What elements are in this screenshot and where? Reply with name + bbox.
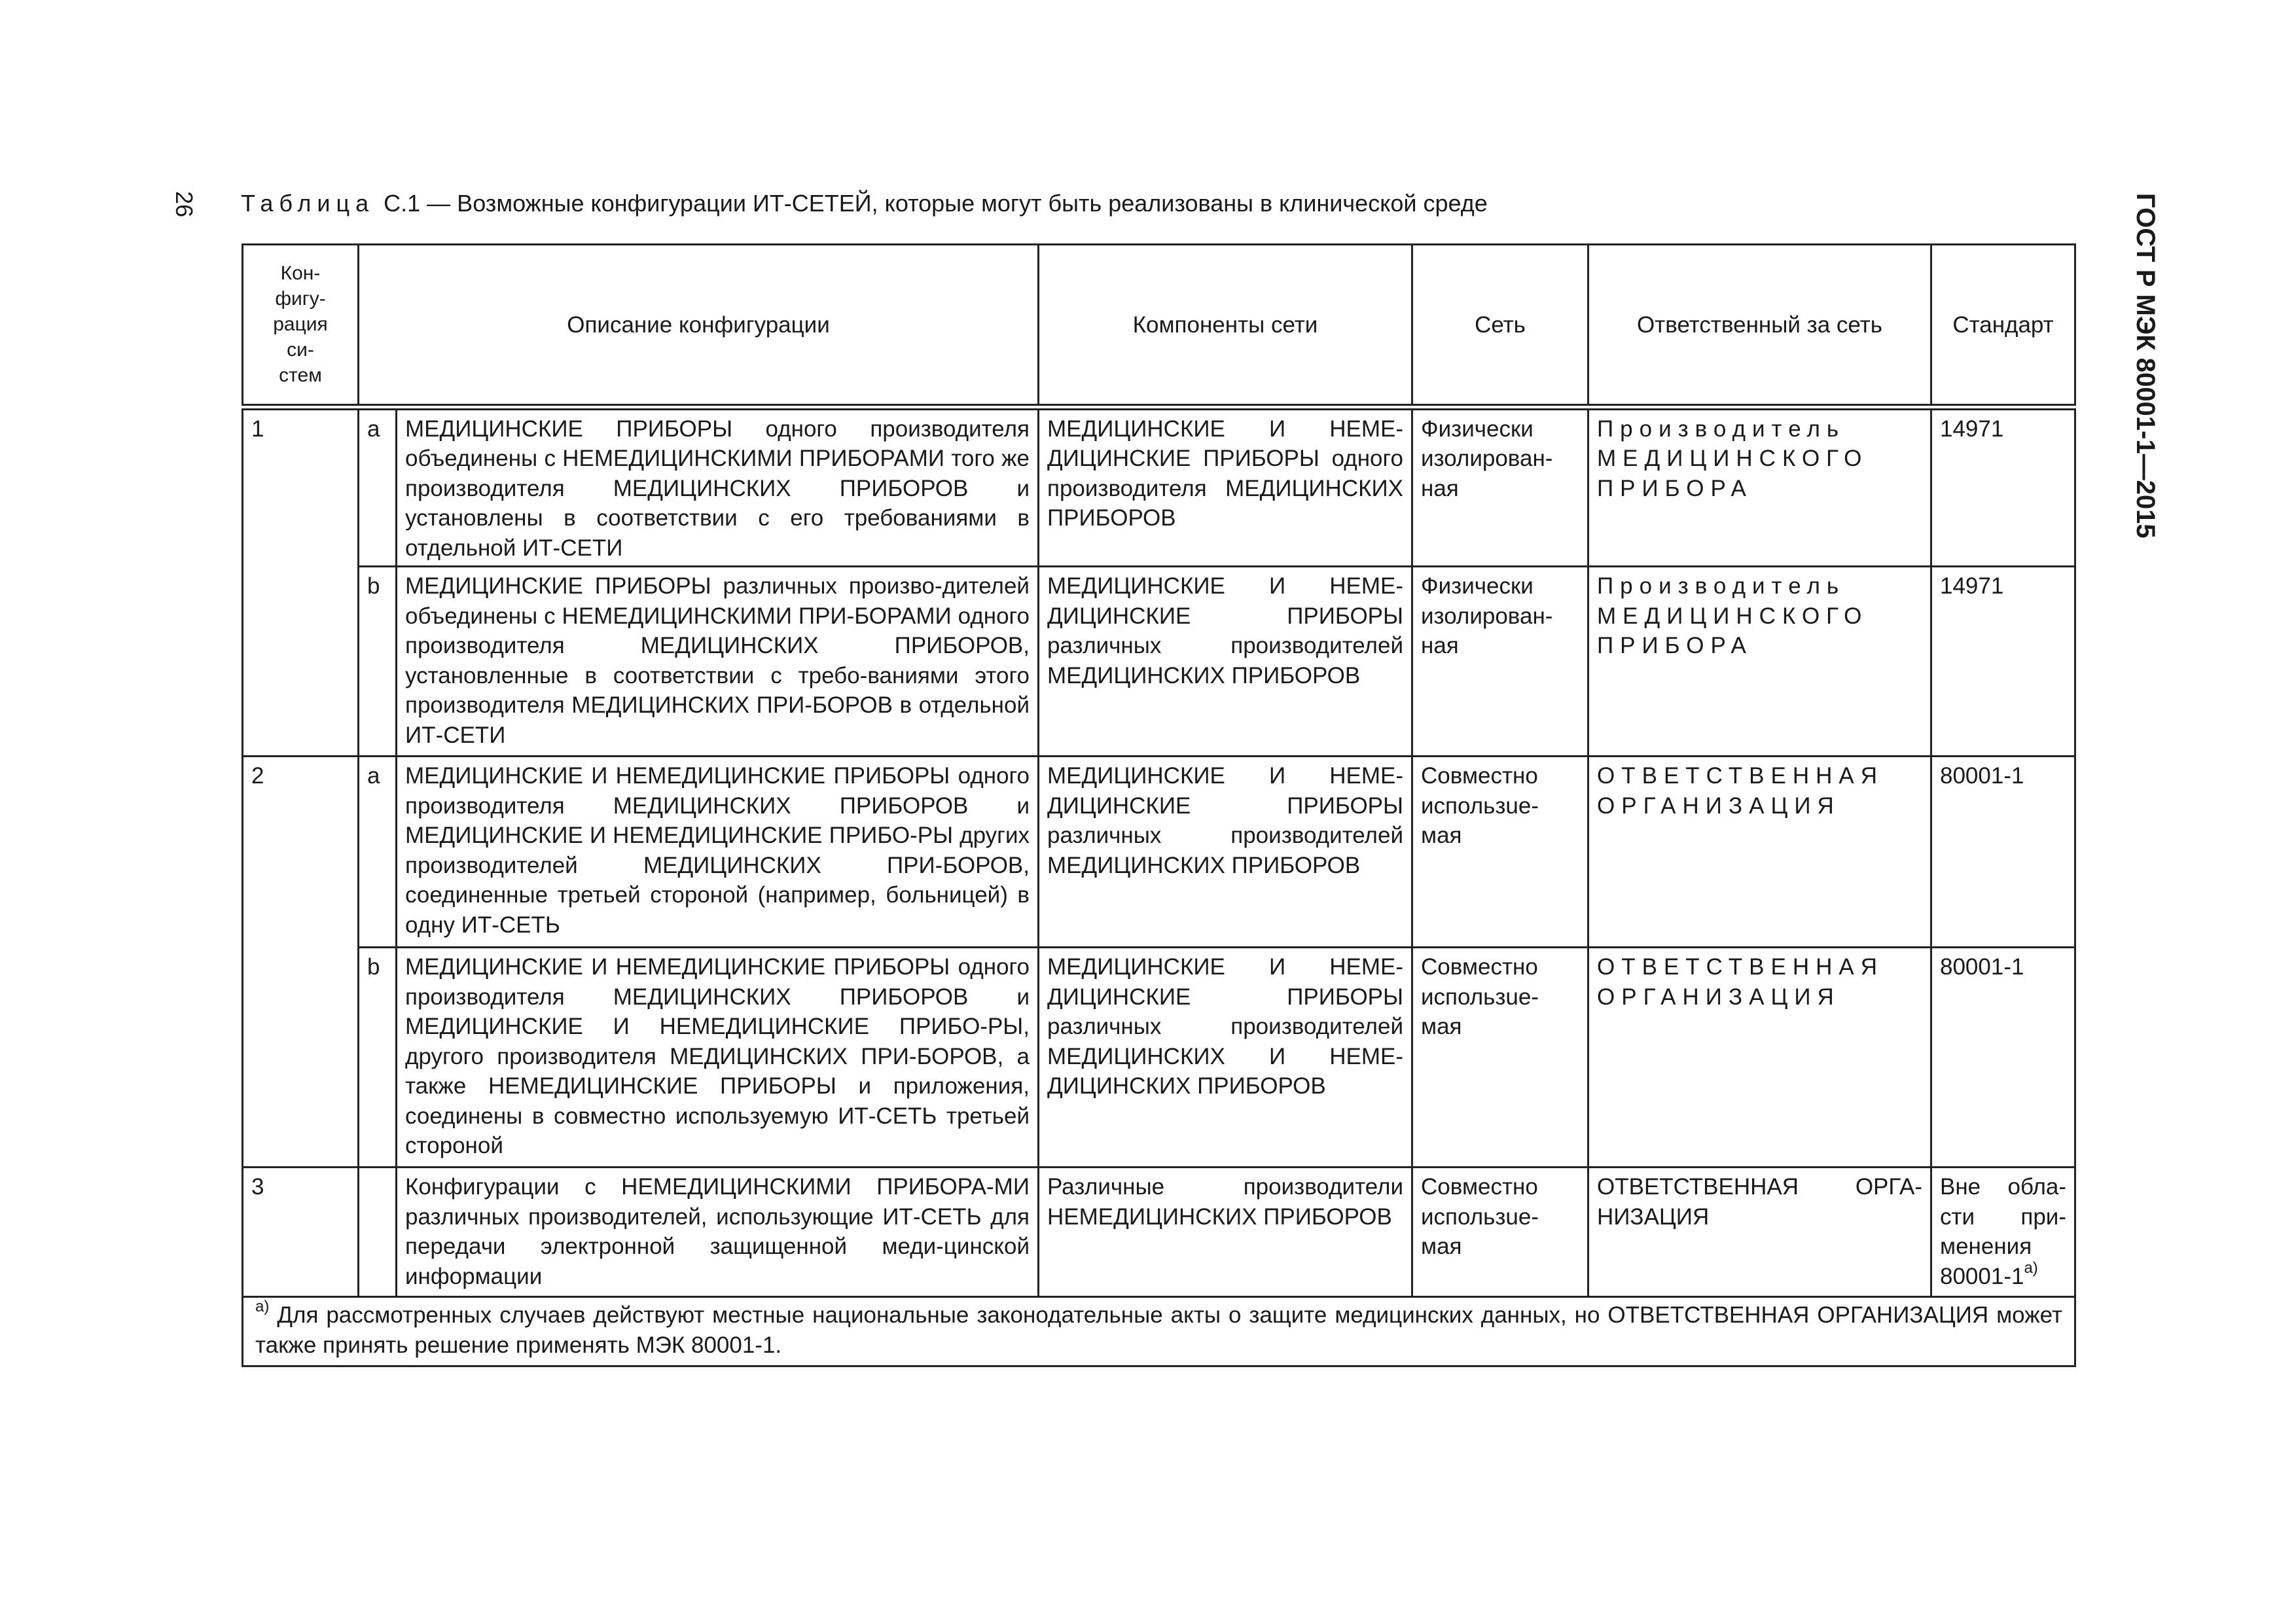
network-components: МЕДИЦИНСКИЕ И НЕМЕ-ДИЦИНСКИЕ ПРИБОРЫ различных производителей МЕДИЦИНСКИХ И НЕМЕ-ДИЦИНСКИХ ПРИБОРОВ: [1039, 948, 1412, 1168]
table-row: [243, 567, 2075, 757]
standard-text: Вне обла-сти при-менения 80001-1: [1940, 1174, 2066, 1289]
standard: 14971: [1931, 407, 2075, 567]
network-responsible: ОТВЕТСТВЕННАЯ ОРГА-НИЗАЦИЯ: [1588, 1168, 1931, 1297]
network-responsible: Производитель МЕДИЦИНСКОГО ПРИБОРА: [1588, 407, 1931, 567]
table-title-label: Таблица: [241, 190, 375, 217]
sub-config: b: [359, 567, 397, 757]
header-config-label: Кон- фигу- рация си- стем: [273, 262, 328, 387]
config-description: МЕДИЦИНСКИЕ И НЕМЕДИЦИНСКИЕ ПРИБОРЫ одного производителя МЕДИЦИНСКИХ ПРИБОРОВ и МЕДИЦИНСКИЕ И НЕМЕДИЦИНСКИЕ ПРИБО-РЫ, другого производителя МЕДИЦИНСКИХ ПРИ-БОРОВ, а также НЕМЕДИЦИНСКИЕ ПРИБОРЫ и приложения, соединены в совместно используемую ИТ-СЕТЬ третьей стороной: [397, 948, 1039, 1168]
config-description: МЕДИЦИНСКИЕ ПРИБОРЫ различных произво-дителей объединены с НЕМЕДИЦИНСКИМИ ПРИ-БОРАМИ одного производителя МЕДИЦИНСКИХ ПРИБОРОВ, установленные в соответствии с требо-ваниями этого производителя МЕДИЦИНСКИХ ПРИ-БОРОВ в отдельной ИТ-СЕТИ: [397, 567, 1039, 757]
network-responsible: Производитель МЕДИЦИНСКОГО ПРИБОРА: [1588, 567, 1931, 757]
config-number: 1: [243, 407, 359, 757]
standard: 14971: [1931, 567, 2075, 757]
footnote-text-block: [255, 1300, 2062, 1360]
table-title-text: С.1 — Возможные конфигурации ИТ-СЕТЕЙ, которые могут быть реализованы в клинической среде: [384, 190, 1488, 217]
network-responsible: ОТВЕТСТВЕННАЯ ОРГАНИЗАЦИЯ: [1588, 948, 1931, 1168]
config-description: МЕДИЦИНСКИЕ И НЕМЕДИЦИНСКИЕ ПРИБОРЫ одного производителя МЕДИЦИНСКИХ ПРИБОРОВ и МЕДИЦИНСКИЕ И НЕМЕДИЦИНСКИЕ ПРИБО-РЫ других производителей МЕДИЦИНСКИХ ПРИ-БОРОВ, соединенные третьей стороной (например, больницей) в одну ИТ-СЕТЬ: [397, 757, 1039, 948]
standard: [1931, 1168, 2075, 1297]
network-components: МЕДИЦИНСКИЕ И НЕМЕ-ДИЦИНСКИЕ ПРИБОРЫ одного производителя МЕДИЦИНСКИХ ПРИБОРОВ: [1039, 407, 1412, 567]
standard: 80001-1: [1931, 757, 2075, 948]
config-description: МЕДИЦИНСКИЕ ПРИБОРЫ одного производителя объединены с НЕМЕДИЦИНСКИМИ ПРИБОРАМИ того же производителя МЕДИЦИНСКИХ ПРИБОРОВ и установлены в соответствии с его требованиями в отдельной ИТ-СЕТИ: [397, 407, 1039, 567]
footnote-reference: а): [2024, 1258, 2038, 1277]
config-number: 3: [243, 1168, 359, 1297]
configurations-table: [242, 243, 2076, 1367]
network-type: Совместно использue-мая: [1412, 948, 1588, 1168]
sub-config: a: [359, 757, 397, 948]
network-type: Совместно использue-мая: [1412, 757, 1588, 948]
sub-config: b: [359, 948, 397, 1168]
network-type: Физически изолирован-ная: [1412, 407, 1588, 567]
footnote-text: Для рассмотренных случаев действуют местные национальные законодательные акты о защите медицинских данных, но ОТВЕТСТВЕННАЯ ОРГАНИЗАЦИЯ может также принять решение применять МЭК 80001-1.: [255, 1302, 2063, 1358]
table-footnote: [243, 1297, 2075, 1366]
table-row: [243, 757, 2075, 948]
network-responsible: ОТВЕТСТВЕННАЯ ОРГАНИЗАЦИЯ: [1588, 757, 1931, 948]
network-type: Физически изолирован-ная: [1412, 567, 1588, 757]
config-number: 2: [243, 757, 359, 1168]
header-config: [243, 245, 359, 407]
table-row: [243, 1168, 2075, 1297]
standard: 80001-1: [1931, 948, 2075, 1168]
table-row: [243, 948, 2075, 1168]
footnote-marker: а): [255, 1298, 270, 1316]
header-standard: Стандарт: [1931, 245, 2075, 407]
document-code: ГОСТ Р МЭК 80001-1—2015: [2131, 193, 2160, 539]
sub-config: [359, 1168, 397, 1297]
header-description: Описание конфигурации: [359, 245, 1039, 407]
network-components: Различные производители НЕМЕДИЦИНСКИХ ПРИБОРОВ: [1039, 1168, 1412, 1297]
network-components: МЕДИЦИНСКИЕ И НЕМЕ-ДИЦИНСКИЕ ПРИБОРЫ различных производителей МЕДИЦИНСКИХ ПРИБОРОВ: [1039, 757, 1412, 948]
network-components: МЕДИЦИНСКИЕ И НЕМЕ-ДИЦИНСКИЕ ПРИБОРЫ различных производителей МЕДИЦИНСКИХ ПРИБОРОВ: [1039, 567, 1412, 757]
table-row: [243, 407, 2075, 567]
header-components: Компоненты сети: [1039, 245, 1412, 407]
sub-config: a: [359, 407, 397, 567]
config-description: Конфигурации с НЕМЕДИЦИНСКИМИ ПРИБОРА-МИ различных производителей, использующие ИТ-СЕТЬ для передачи электронной защищенной меди-цинской информации: [397, 1168, 1039, 1297]
table-title: [241, 190, 1488, 217]
footnote-row: [243, 1297, 2075, 1366]
network-type: Совместно использue-мая: [1412, 1168, 1588, 1297]
table-header-row: [243, 245, 2075, 407]
header-network: Сеть: [1412, 245, 1588, 407]
page-number: 26: [171, 191, 198, 218]
header-responsible: Ответственный за сеть: [1588, 245, 1931, 407]
